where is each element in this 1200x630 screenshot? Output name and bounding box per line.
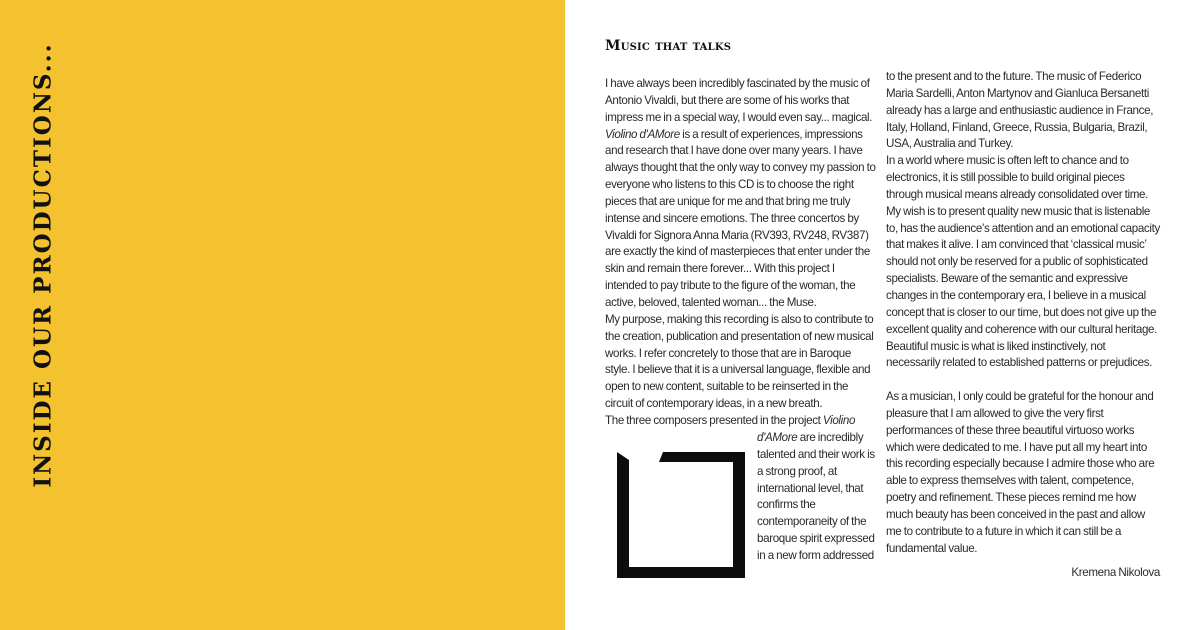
paragraph <box>605 413 877 430</box>
side-panel <box>0 0 565 630</box>
album-title: Violino d'AMore <box>605 127 680 141</box>
paragraph: to the present and to the future. The music of Federico Maria Sardelli, Anton Martynov and Gianluca Bersanetti already has a large and enthusiastic audience in France, Italy, Holland, Finland, Greece, Russia, Bulgaria, Brazil, USA, Australia and Turkey. <box>886 70 1154 151</box>
logo-top-bar <box>659 452 745 462</box>
text: I have always been incredibly fascinated by the music of Antonio Vivaldi, but there are some of his works that impress me in a special way, I would even say... magical. <box>605 77 873 124</box>
paragraph: In a world where music is often left to chance and to electronics, it is still possible to build original pieces through musical means already consolidated over time. My wish is to present quality new music that is listenable to, has the audience’s attention and an emotional capacity that makes it alive. I am convinced that ‘classical music’ should not only be reserved for a public of sophisticated specialists. Beware of the semantic and expressive changes in the contemporary era, I believe in a musical concept that is closer to our time, but does not give up the excellent quality and coherence with our cultural heritage. Beautiful music is what is liked instinctively, not necessarily related to established patterns or prejudices. <box>886 154 1160 370</box>
article-heading: Music that talks <box>605 38 732 54</box>
album-title: Violino <box>822 413 856 427</box>
paragraph: My purpose, making this recording is also to contribute to the creation, publication and presentation of new musical works. I refer concretely to those that are in Baroque style. I believe that it is a universal language, flexible and open to new content, suitable to be reinserted in the circuit of contemporary ideas, in a new breath. <box>605 312 874 411</box>
paragraph <box>757 430 877 565</box>
logo-left-bar <box>617 452 629 568</box>
wrapped-text <box>757 430 877 565</box>
text: The three composers presented in the project <box>605 413 823 427</box>
open-square-logo-icon <box>615 450 747 580</box>
text: is a result of experiences, impressions and research that I have done over many years. I have always thought that the only way to convey my passion to everyone who listens to this CD is to choose the right pieces that are unique for me and that bring me truly intense and sincere emotions. The three concertos by Vivaldi for Signora Anna Maria (RV393, RV248, RV387) are exactly the kind of masterpieces that enter under the skin and remain there forever... With this project I intended to pay tribute to the figure of the woman, the active, beloved, talented woman... the Muse. <box>605 127 876 309</box>
paragraph <box>605 76 877 312</box>
logo-right-bar <box>733 452 745 578</box>
text: are incredibly talented and their work is a strong proof, at international level, that confirms the contemporaneity of the baroque spirit expressed in a new form addressed <box>757 431 875 562</box>
album-title: d'AMore <box>757 431 798 444</box>
right-column <box>886 69 1160 582</box>
logo-bottom-bar <box>617 567 745 578</box>
paragraph: As a musician, I only could be grateful for the honour and pleasure that I am allowed to give the very first performances of these three beautiful virtuoso works which were dedicated to me. I have put all my heart into this recording especially because I admire those who are able to express themselves with talent, competence, poetry and refinement. These pieces remind me how much beauty has been conceived in the past and allow me to contribute to a future in which it can still be a fundamental value. <box>886 390 1155 555</box>
side-title: INSIDE OUR PRODUCTIONS... <box>29 42 57 488</box>
signature: Kremena Nikolova <box>1071 566 1160 580</box>
left-column <box>605 76 877 430</box>
